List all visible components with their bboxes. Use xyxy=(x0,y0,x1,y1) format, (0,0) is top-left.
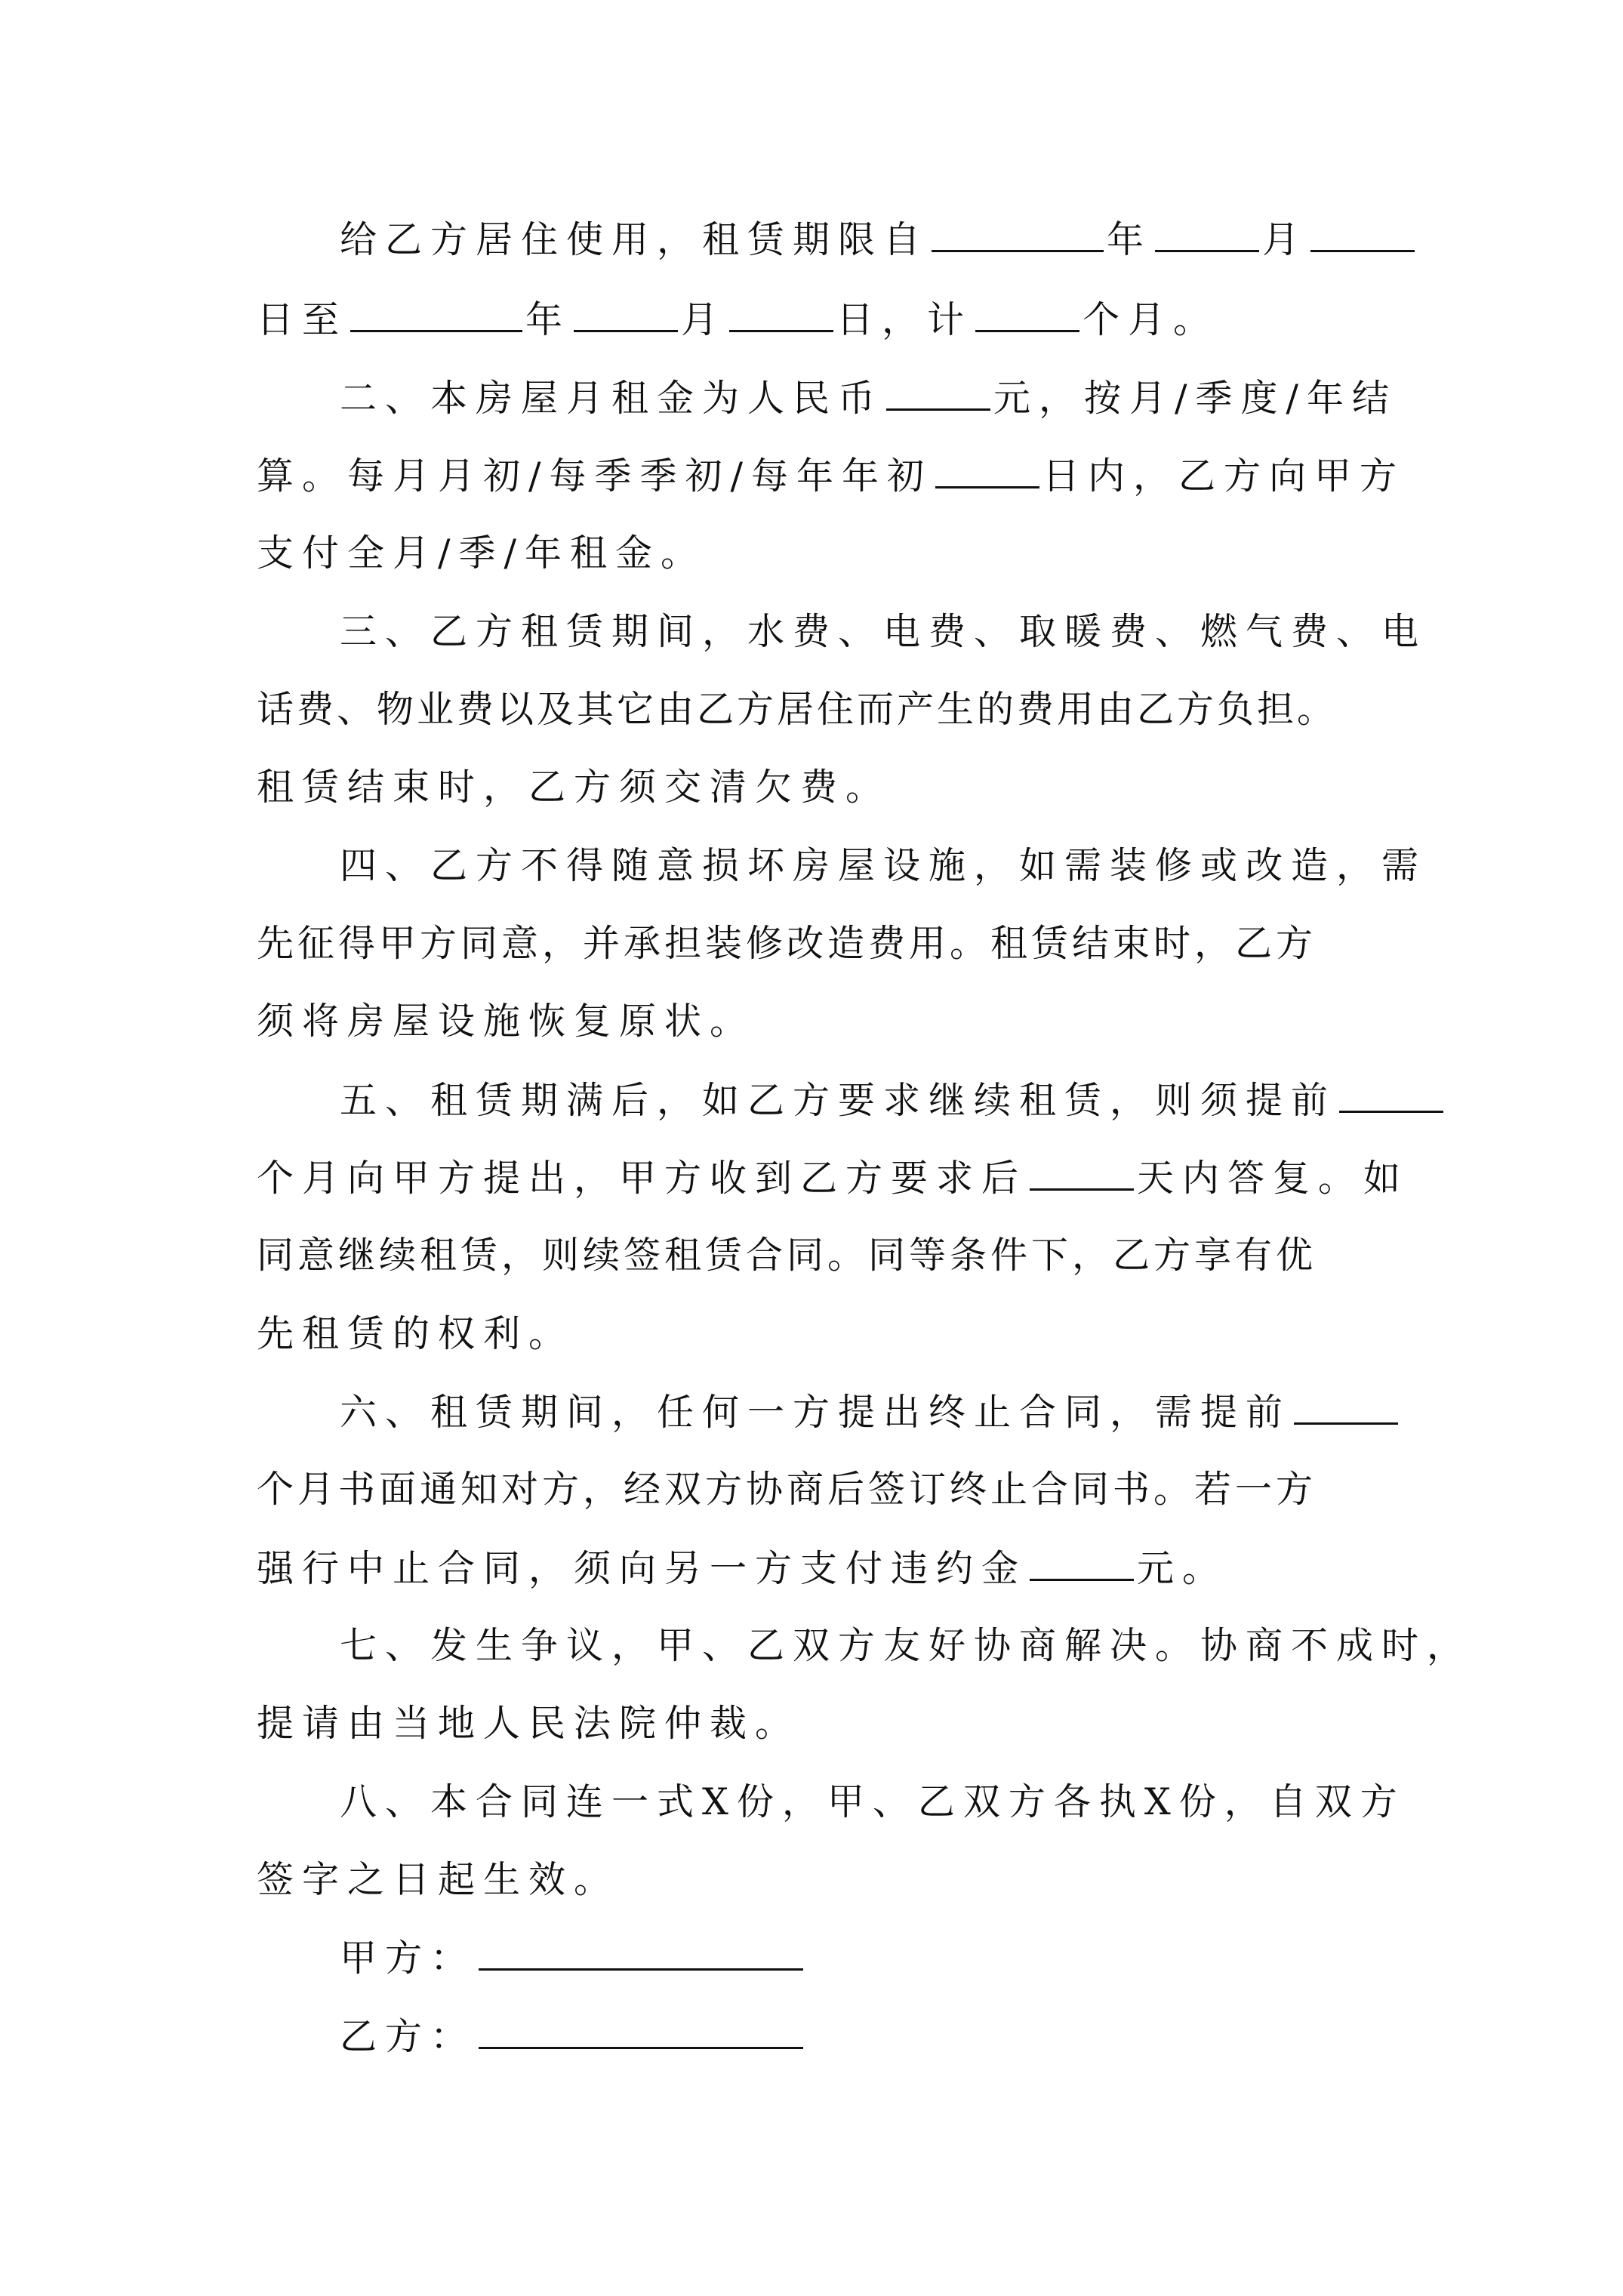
fill-in-blank[interactable] xyxy=(1339,1077,1443,1113)
text-line xyxy=(257,1546,1389,1591)
text-line: 七、发生争议，甲、乙双方友好协商解决。协商不成时， xyxy=(340,1624,1473,1667)
party-a-label: 甲方： xyxy=(340,1937,476,1980)
text-line: 四、乙方不得随意损坏房屋设施，如需装修或改造，需 xyxy=(340,844,1427,887)
text-segment: 年 xyxy=(525,298,571,341)
text-segment: 日内，乙方向甲方 xyxy=(1042,455,1406,498)
fill-in-blank[interactable] xyxy=(975,297,1079,332)
fill-in-blank[interactable] xyxy=(935,453,1039,488)
text-segment: 天内答复。如 xyxy=(1137,1157,1409,1200)
text-segment: 二、本房屋月租金为人民币 xyxy=(340,377,884,420)
text-line: 租赁结束时，乙方须交清欠费。 xyxy=(257,766,892,809)
fill-in-blank[interactable] xyxy=(1294,1389,1398,1425)
text-line: 先征得甲方同意，并承担装修改造费用。租赁结束时，乙方 xyxy=(257,922,1317,965)
text-line xyxy=(257,1155,1409,1200)
text-segment: 月 xyxy=(1262,218,1308,261)
party-b-signature-line xyxy=(340,2014,1472,2059)
text-segment: 日，计 xyxy=(836,298,973,341)
text-segment: 元。 xyxy=(1137,1547,1228,1590)
text-line: 三、乙方租赁期间，水费、电费、取暖费、燃气费、电 xyxy=(340,610,1427,653)
fill-in-blank[interactable] xyxy=(1155,217,1259,252)
text-line: 八、本合同连一式X份，甲、乙双方各执X份，自双方 xyxy=(340,1780,1406,1823)
text-line xyxy=(340,375,1472,421)
text-line: 须将房屋设施恢复原状。 xyxy=(257,1000,756,1043)
text-line: 个月书面通知对方，经双方协商后签订终止合同书。若一方 xyxy=(257,1468,1317,1511)
text-line: 话费、物业费以及其它由乙方居住而产生的费用由乙方负担。 xyxy=(257,688,1338,731)
text-line xyxy=(340,1077,1472,1123)
text-line xyxy=(257,453,1406,498)
text-segment: 日至 xyxy=(257,298,348,341)
text-segment: 算。每月月初/每季季初/每年年初 xyxy=(257,455,933,498)
party-a-signature-line xyxy=(340,1935,1472,1980)
fill-in-blank[interactable] xyxy=(1310,217,1415,252)
text-segment: 元，按月/季度/年结 xyxy=(993,377,1398,420)
text-segment: 月 xyxy=(681,298,727,341)
text-line: 同意继续租赁，则续签租赁合同。同等条件下，乙方享有优 xyxy=(257,1234,1317,1277)
fill-in-blank[interactable] xyxy=(932,217,1104,252)
text-line xyxy=(340,217,1472,262)
fill-in-blank[interactable] xyxy=(886,375,990,411)
text-line xyxy=(257,297,1389,342)
text-segment: 六、租赁期间，任何一方提出终止合同，需提前 xyxy=(340,1391,1292,1434)
text-line: 先租赁的权利。 xyxy=(257,1312,574,1355)
text-segment: 个月向甲方提出，甲方收到乙方要求后 xyxy=(257,1157,1027,1200)
fill-in-blank[interactable] xyxy=(350,297,522,332)
fill-in-blank[interactable] xyxy=(729,297,833,332)
fill-in-blank[interactable] xyxy=(1030,1546,1134,1581)
text-segment: 个月。 xyxy=(1083,298,1219,341)
party-b-signature-field[interactable] xyxy=(479,2014,803,2049)
text-segment: 强行中止合同，须向另一方支付违约金 xyxy=(257,1547,1027,1590)
text-line xyxy=(340,1389,1472,1435)
text-segment: 给乙方居住使用，租赁期限自 xyxy=(340,218,929,261)
text-line: 提请由当地人民法院仲裁。 xyxy=(257,1702,801,1745)
party-a-signature-field[interactable] xyxy=(479,1935,803,1971)
fill-in-blank[interactable] xyxy=(574,297,678,332)
fill-in-blank[interactable] xyxy=(1030,1155,1134,1191)
text-line: 签字之日起生效。 xyxy=(257,1858,620,1901)
text-line: 支付全月/季/年租金。 xyxy=(257,532,707,575)
text-segment: 年 xyxy=(1107,218,1153,261)
party-b-label: 乙方： xyxy=(340,2015,476,2058)
text-segment: 五、租赁期满后，如乙方要求继续租赁，则须提前 xyxy=(340,1079,1337,1122)
